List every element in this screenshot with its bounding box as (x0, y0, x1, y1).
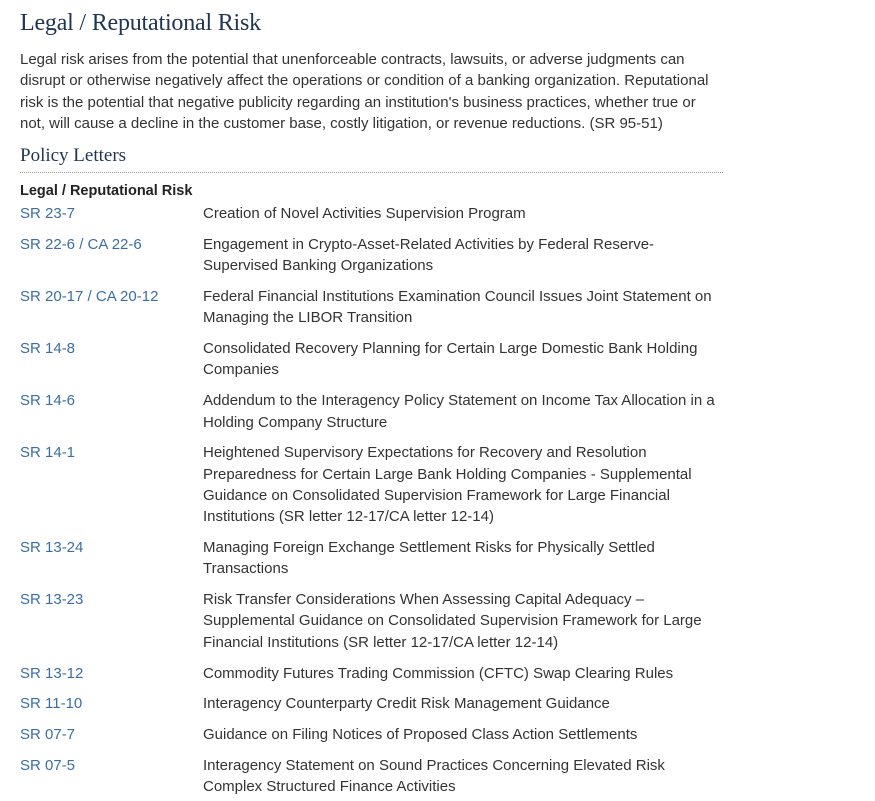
letter-title: Risk Transfer Considerations When Assessing Capital Adequacy – Supplemental Guidance on Consolidated Supervision Framework for Large Financial Institutions (SR letter 12-17/CA letter 12-14) (203, 591, 702, 651)
letter-title: Interagency Counterparty Credit Risk Management Guidance (203, 695, 610, 713)
intro-paragraph: Legal risk arises from the potential that unenforceable contracts, lawsuits, or adverse judgments can disrupt or otherwise negatively affect the operations or condition of a banking organization. Reputational risk is the potential that negative publicity regarding an institution's business practices, whether true or not, will cause a decline in the customer base, costly litigation, or revenue reductions. (SR 95-51) (20, 51, 709, 132)
list-item (20, 755, 723, 798)
list-item (20, 724, 723, 745)
list-item (20, 203, 723, 224)
letter-link[interactable]: SR 07-7 (20, 726, 76, 744)
list-item (20, 286, 723, 329)
list-item (20, 442, 723, 527)
group-heading: Legal / Reputational Risk (20, 183, 193, 200)
section-title-policy-letters: Policy Letters (20, 144, 723, 173)
list-item (20, 537, 723, 580)
letter-link[interactable]: SR 11-10 (20, 695, 83, 713)
list-item (20, 390, 723, 433)
letter-title: Federal Financial Institutions Examination Council Issues Joint Statement on Managing the LIBOR Transition (203, 288, 712, 327)
letter-title: Consolidated Recovery Planning for Certain Large Domestic Bank Holding Companies (203, 340, 698, 379)
letter-link[interactable]: SR 13-12 (20, 664, 84, 682)
policy-letters-list (20, 203, 723, 797)
letter-title: Engagement in Crypto-Asset-Related Activities by Federal Reserve-Supervised Banking Organizations (203, 235, 655, 275)
list-item (20, 693, 723, 714)
list-item (20, 338, 723, 381)
page-title: Legal / Reputational Risk (20, 10, 261, 36)
list-item (20, 234, 723, 277)
letter-title: Interagency Statement on Sound Practices Concerning Elevated Risk Complex Structured Finance Activities (203, 756, 665, 796)
list-item (20, 589, 723, 653)
letter-link[interactable]: SR 20-17 / CA 20-12 (20, 288, 159, 306)
letter-link[interactable]: SR 14-8 (20, 340, 76, 358)
letter-link[interactable]: SR 07-5 (20, 756, 76, 774)
letter-title: Heightened Supervisory Expectations for Recovery and Resolution Preparedness for Certain Large Bank Holding Companies - Supplemental Guidance on Consolidated Supervision Framework for Large Financial Institutions (SR letter 12-17/CA letter 12-14) (203, 444, 692, 526)
letter-title: Managing Foreign Exchange Settlement Risks for Physically Settled Transactions (203, 539, 655, 578)
letter-title: Creation of Novel Activities Supervision Program (203, 205, 526, 223)
letter-link[interactable]: SR 23-7 (20, 205, 76, 223)
letter-link[interactable]: SR 14-1 (20, 444, 76, 462)
letter-link[interactable]: SR 14-6 (20, 392, 76, 410)
letter-title: Commodity Futures Trading Commission (CFTC) Swap Clearing Rules (203, 664, 674, 682)
letter-title: Addendum to the Interagency Policy Statement on Income Tax Allocation in a Holding Company Structure (203, 392, 715, 431)
letter-title: Guidance on Filing Notices of Proposed Class Action Settlements (203, 726, 638, 744)
list-item (20, 663, 723, 684)
letter-link[interactable]: SR 13-23 (20, 591, 84, 609)
letter-link[interactable]: SR 22-6 / CA 22-6 (20, 235, 142, 253)
letter-link[interactable]: SR 13-24 (20, 539, 84, 557)
